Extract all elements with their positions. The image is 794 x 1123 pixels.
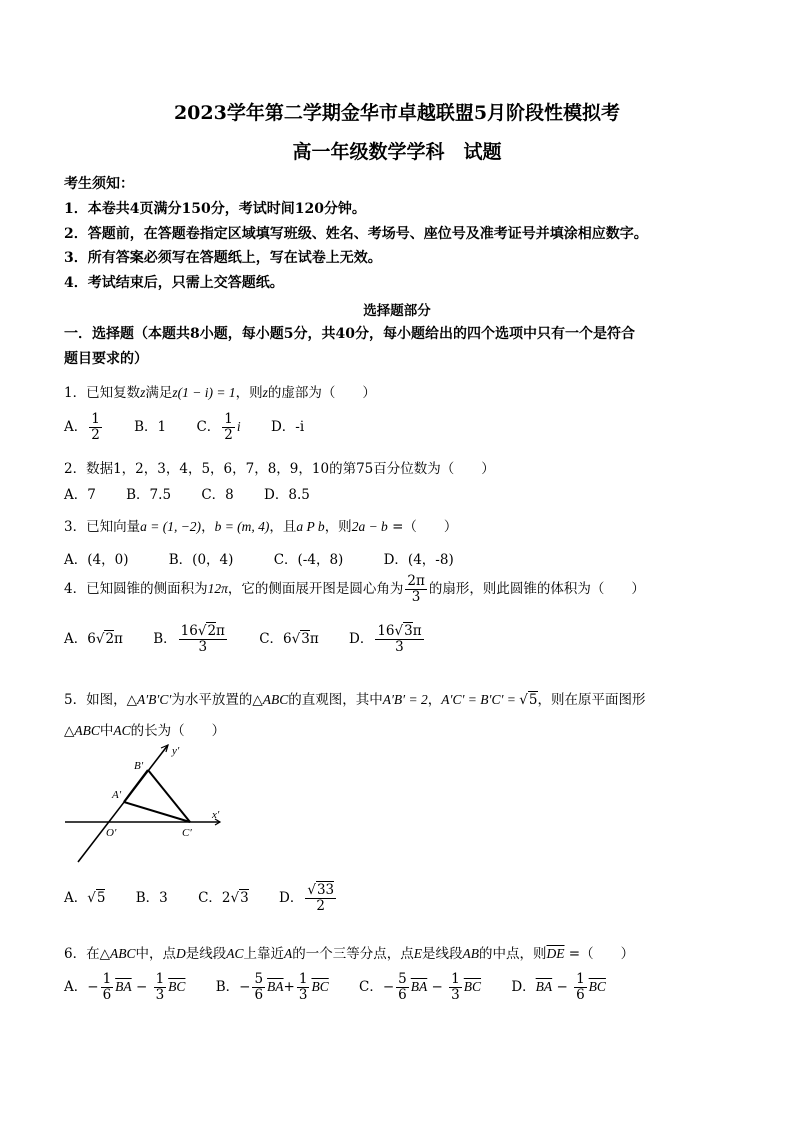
- q6-option-b: B．− $\frac{5}{6}$ $\overline{BA}+$ $\frac{1}{3}$ $\overline{BC}$: [215, 971, 329, 1003]
- q2-option-d: D．8.5: [264, 487, 310, 503]
- question-2-stem: 2．数据1，2，3，4，5，6，7，8，9，10的第75百分位数为（ ）: [64, 461, 495, 477]
- q4-option-a: A．6√2π: [64, 630, 123, 647]
- q1-option-a: A． $\frac{1}{2}$: [64, 411, 100, 443]
- q5-option-c: C．2√3: [198, 889, 249, 906]
- question-4-stem: 4．已知圆锥的侧面积为12π，它的侧面展开图是圆心角为 $\frac{2\pi}{3}$ 的扇形，则此圆锥的体积为（ ）: [64, 573, 645, 605]
- section-title: 选择题部分: [363, 303, 431, 319]
- q5-option-d: D． $\frac{√33}{2}$: [279, 882, 335, 914]
- question-5-options: [64, 883, 364, 914]
- segment-b-c: [148, 770, 190, 822]
- q1-option-d: D．-i: [270, 418, 305, 435]
- label-point-a: A′: [112, 789, 122, 801]
- notice-item-4: 4．考试结束后，只需上交答题纸。: [64, 275, 284, 291]
- q2-option-a: A．7: [64, 487, 96, 503]
- q5-option-a: A．√5: [64, 889, 106, 906]
- segment-a-c: [124, 802, 190, 822]
- label-point-o: O′: [106, 827, 117, 839]
- q3-option-c: C．(-4，8): [273, 552, 344, 568]
- question-3-stem: 3．已知向量a = (1, −2)，b = (m, 4)，且a P b，则2a − b =（ ）: [64, 519, 458, 535]
- question-3-options: [64, 548, 480, 568]
- q6-option-c: C．− $\frac{5}{6}$ $\overline{BA}$ − $\frac{1}{3}$ $\overline{BC}$: [359, 971, 482, 1003]
- q1-option-b: B．1: [134, 418, 167, 435]
- q4-option-b: B． $\frac{16√2\pi}{3}$: [153, 623, 225, 655]
- part1-instructions-line1: 一．选择题（本题共8小题，每小题5分，共40分，每小题给出的四个选项中只有一个是符合: [64, 326, 635, 342]
- q5-option-b: B．3: [135, 889, 168, 906]
- notice-heading: 考生须知：: [64, 176, 134, 192]
- oblique-projection-figure: [60, 740, 230, 870]
- q1-option-c: C． $\frac{1}{2}$ i: [196, 411, 241, 443]
- q3-option-d: D．(4，-8): [383, 552, 454, 568]
- label-point-b: B′: [134, 760, 144, 772]
- question-5-stem-line1: 5．如图，△A′B′C′为水平放置的△ABC的直观图，其中A′B′ = 2，A′C′ = B′C′ = √5，则在原平面图形: [64, 692, 646, 708]
- q6-option-a: A．− $\frac{1}{6}$ $\overline{BA}$ − $\frac{1}{3}$ $\overline{BC}$: [64, 971, 186, 1003]
- q4-option-c: C．6√3π: [259, 630, 319, 647]
- exam-title: 2023学年第二学期金华市卓越联盟5月阶段性模拟考: [173, 102, 621, 124]
- question-6-stem: 6．在△ABC中，点D是线段AC上靠近A的一个三等分点，点E是线段AB的中点，则$\overline{DE}$ =（ ）: [64, 946, 635, 962]
- q6-option-d: D．$\overline{BA}$ − $\frac{1}{6}$ $\overline{BC}$: [511, 971, 606, 1003]
- question-6-options: [64, 972, 632, 1003]
- question-1-stem: 1．已知复数z满足z(1 − i) = 1，则z的虚部为（ ）: [64, 385, 376, 401]
- part1-instructions-line2: 题目要求的）: [64, 351, 148, 367]
- y-axis-line: [78, 745, 168, 862]
- label-point-c: C′: [182, 827, 192, 839]
- label-x-axis: x′: [212, 809, 220, 821]
- q4-option-d: D． $\frac{16√3\pi}{3}$: [349, 623, 422, 655]
- q2-option-c: C．8: [201, 487, 234, 503]
- q3-option-b: B．(0，4): [168, 552, 234, 568]
- label-y-axis: y′: [172, 745, 180, 757]
- q3-option-a: A．(4，0): [64, 552, 129, 568]
- notice-item-1: 1．本卷共4页满分150分，考试时间120分钟。: [64, 201, 366, 217]
- segment-a-b: [124, 770, 148, 802]
- exam-subtitle: 高一年级数学学科 试题: [292, 141, 502, 163]
- question-2-options: [64, 483, 336, 503]
- q2-option-b: B．7.5: [126, 487, 172, 503]
- notice-item-3: 3．所有答案必须写在答题纸上，写在试卷上无效。: [64, 250, 382, 266]
- question-5-stem-line2: △ABC中AC的长为（ ）: [64, 723, 226, 739]
- notice-item-2: 2．答题前，在答题卷指定区域填写班级、姓名、考场号、座位号及准考证号并填涂相应数字。: [64, 226, 648, 242]
- question-1-options: [64, 412, 330, 443]
- question-4-options: [64, 624, 452, 655]
